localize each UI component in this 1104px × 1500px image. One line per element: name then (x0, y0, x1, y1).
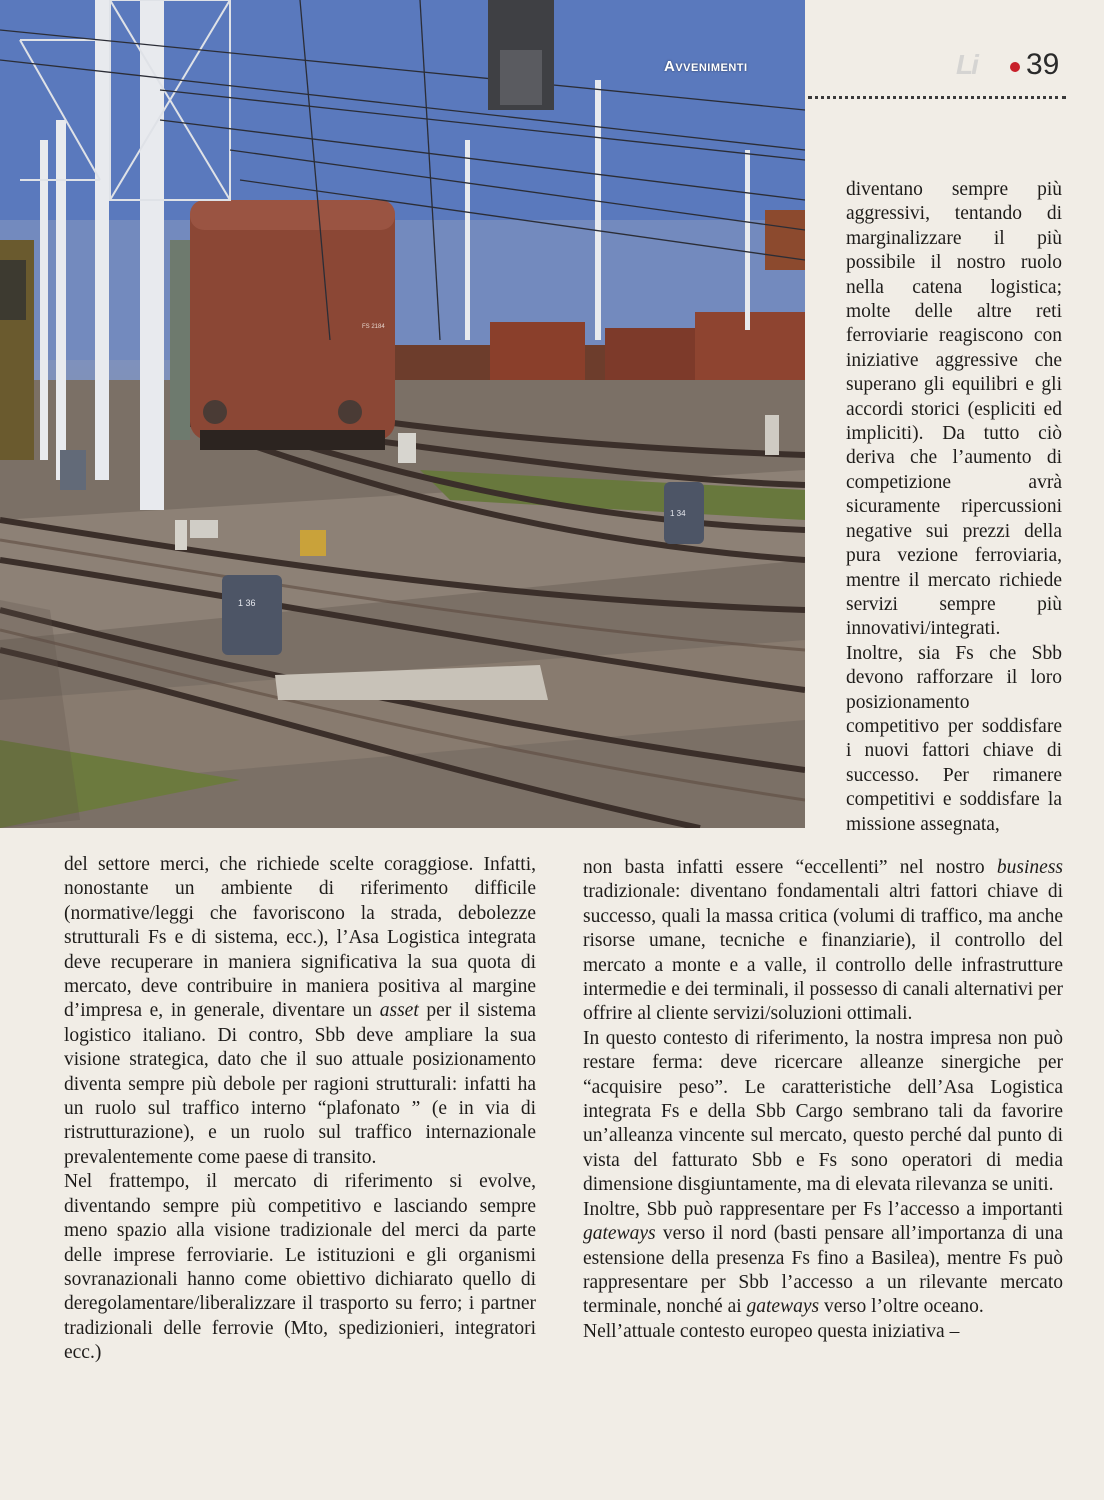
freight-train-photo (0, 0, 805, 828)
track-marker-left (222, 575, 282, 655)
paragraph-emphasis: business (996, 857, 1064, 878)
paragraph-text: del settore merci, che richiede scelte coraggiose. Infatti, nonostante un ambiente di riferimento difficile (normative/leggi che favoriscono la strada, debolezze strutturali Fs e di sistema, ecc.), l’Asa Logistica integrata deve recuperare in maniera significativa la sua quota di mercato, deve contribuire in maniera positiva al margine d’impresa e, in generale, diventare un (64, 854, 536, 1022)
article-column-left (64, 853, 536, 1366)
paragraph-emphasis: gateways (583, 1223, 656, 1245)
article-paragraph: In questo contesto di riferimento, la nostra impresa non può restare ferma: deve ricercare alleanze sinergiche per “acquisire peso”. Le caratteristiche dell’Asa Logistica integrata Fs e della Sbb Cargo sembrano tali da favorire un’alleanza vincente sul mercato, questo perché dal punto di vista del fatturato Sbb e Fs sono operatori di media dimensione disgiuntamente, ma di elevata rilevanza se uniti. (583, 1027, 1063, 1196)
magazine-logo-text: Li (956, 49, 977, 80)
section-label: Avvenimenti (664, 58, 748, 75)
red-dot-icon (1010, 62, 1020, 72)
article-column-right-top (846, 178, 1062, 837)
article-paragraph (583, 856, 1063, 1027)
paragraph-text: tradizionale: diventano fondamentali altri fattori chiave di successo, quali la massa critica (volumi di traffico, ma anche risorse umane, tecniche e finanziarie), il controllo del mercato a monte e a valle, il controllo delle infrastrutture intermedie e dei terminali, il possesso di canali alternativi per offrire al cliente servizi/soluzioni ottimali. (583, 881, 1063, 1025)
wagon-code-label: FS 2184 (362, 324, 385, 330)
magazine-logo (956, 49, 1002, 79)
paragraph-text: Inoltre, Sbb può rappresentare per Fs l’accesso a importanti (583, 1198, 1063, 1220)
paragraph-text: verso il nord (basti pensare all’importanza di una estensione della presenza Fs fino a Basilea), mentre Fs può rappresentare per Sbb l’accesso a un rilevante mercato terminale, nonché ai (583, 1223, 1063, 1318)
article-paragraph: Nell’attuale contesto europeo questa iniziativa – (583, 1320, 960, 1342)
track-marker-code-1: 1 36 (238, 598, 256, 608)
page-number: 39 (1026, 48, 1060, 81)
article-paragraph (583, 1198, 1063, 1320)
dotted-divider (808, 96, 1066, 99)
article-paragraph: Nel frattempo, il mercato di riferimento si evolve, diventando sempre più competitivo e lasciando sempre meno spazio alla visione tradizionale del merci da parte delle imprese ferroviarie. Le istituzioni e gli organismi sovranazionali hanno come obiettivo dichiarato quello di deregolamentare/liberalizzare il trasporto su ferro; i partner tradizionali delle ferrovie (Mto, spedizionieri, integratori ecc.) (64, 1171, 536, 1364)
article-column-right-bottom (583, 856, 1063, 1344)
paragraph-emphasis: asset (379, 1000, 419, 1022)
paragraph-emphasis: gateways (746, 1296, 820, 1318)
article-paragraph (64, 853, 536, 1170)
paragraph-text: verso l’oltre oceano. (823, 1296, 984, 1318)
paragraph-text: non basta infatti essere “eccellenti” nel nostro (583, 857, 985, 878)
paragraph-text: per il sistema logistico italiano. Di contro, Sbb deve ampliare la sua visione strategica, dato che il suo attuale posizionamento diventa sempre più debole per ragioni strutturali: infatti ha un ruolo sul traffico interno “plafonato ” (e in via di ristrutturazione), e un ruolo sul traffico internazionale prevalentemente come paese di transito. (64, 1000, 537, 1168)
article-paragraph: diventano sempre più aggressivi, tentando di marginalizzare il più possibile il nostro ruolo nella catena logistica; molte delle altre reti ferroviarie reagiscono con iniziative aggressive che superano gli equilibri e gli accordi storici (espliciti ed impliciti). Da tutto ciò deriva che l’aumento di competizione avrà sicuramente ripercussioni negative sui prezzi della pura vezione ferroviaria, mentre il mercato richiede servizi sempre più innovativi/integrati. (846, 179, 1062, 640)
track-marker-code-2: 1 34 (670, 509, 686, 518)
article-paragraph: Inoltre, sia Fs che Sbb devono rafforzare il loro posizionamento competitivo per soddisfare i nuovi fattori chiave di successo. Per rimanere competitivi e soddisfare la missione assegnata, (846, 642, 1062, 835)
railway-yard-illustration (0, 0, 805, 828)
track-marker-right (664, 482, 704, 544)
